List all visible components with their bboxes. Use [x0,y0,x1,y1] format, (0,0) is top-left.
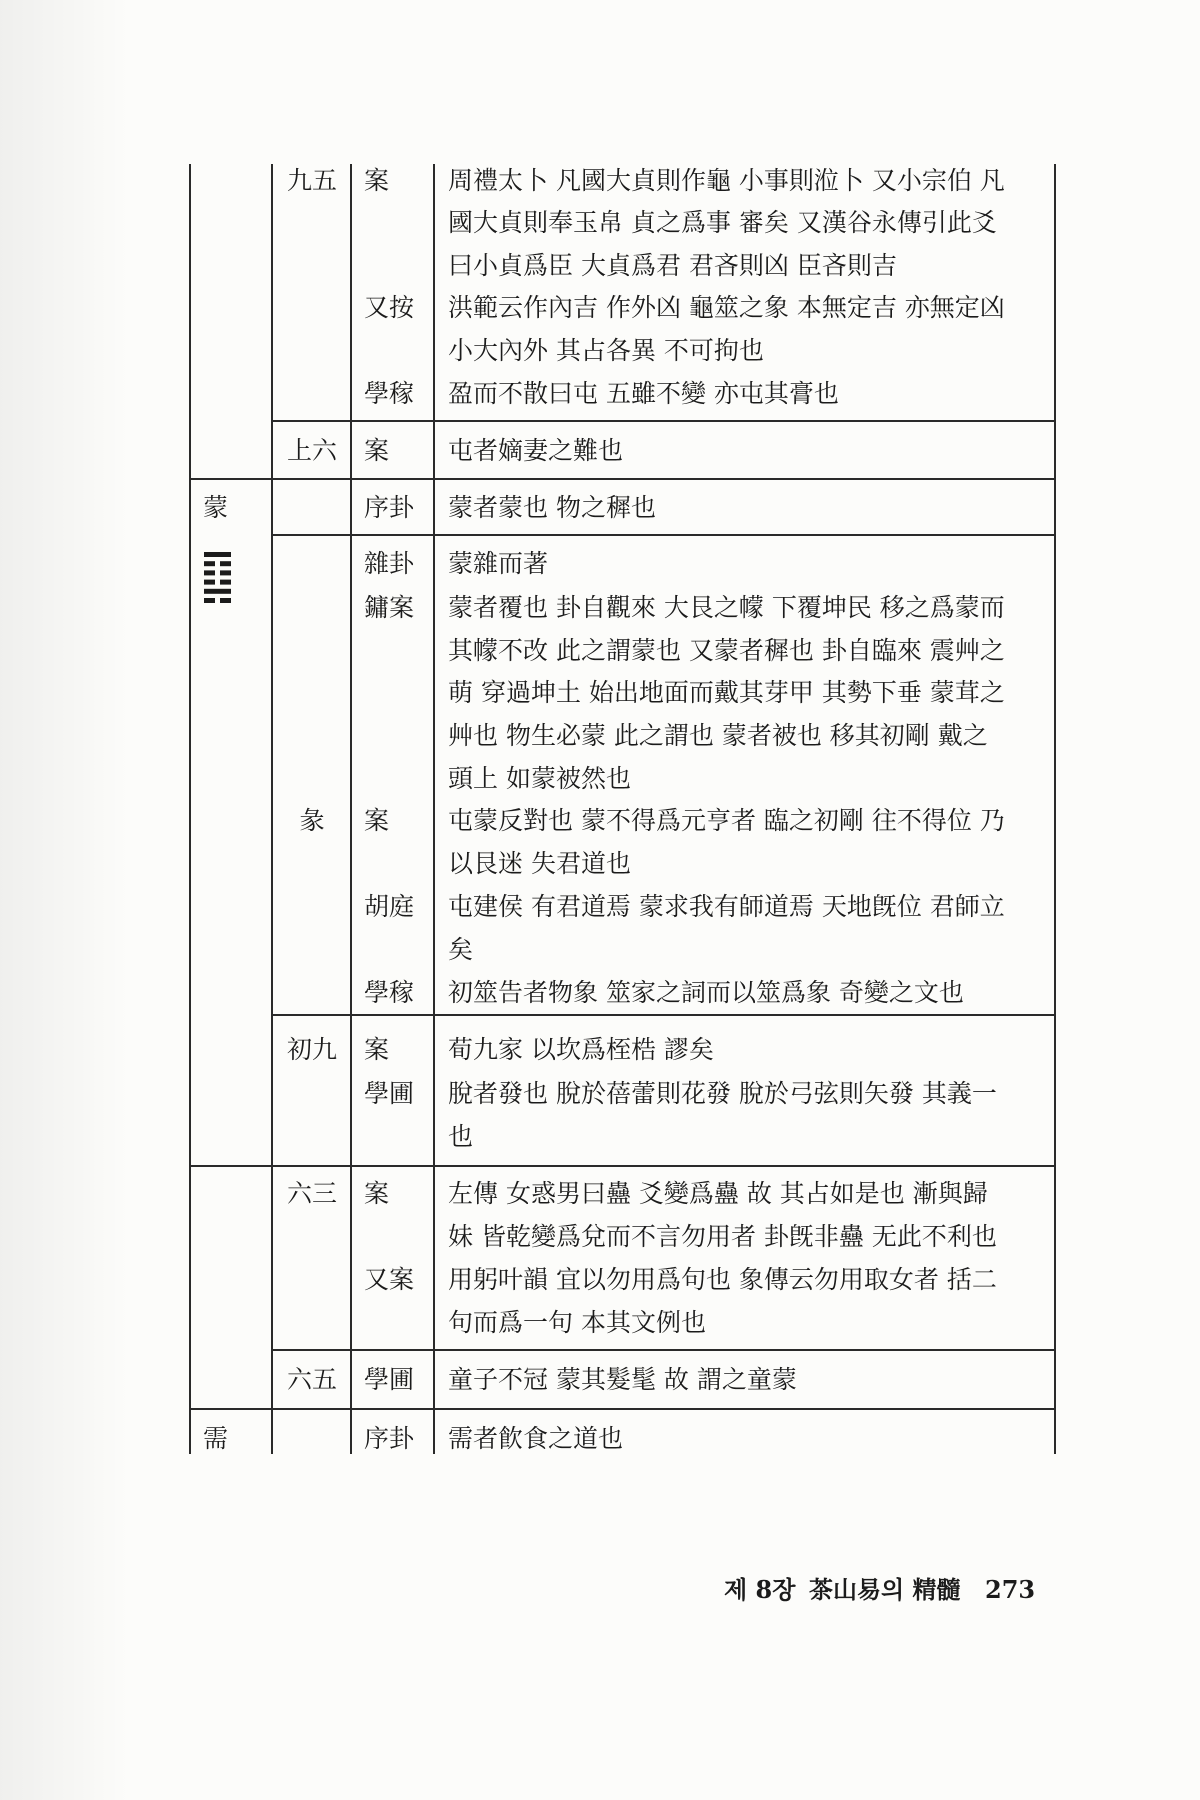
commentary-line: 矣 [448,935,474,964]
table-rule [189,1408,1056,1410]
chapter-label: 제 8장 [724,1575,796,1604]
commentary-line: 童子不冠 蒙其髮髦 故 謂之童蒙 [448,1365,797,1394]
commentary-line: 曰小貞爲臣 大貞爲君 君吝則凶 臣吝則吉 [448,251,897,280]
commentary-line: 左傳 女惑男曰蠱 爻變爲蠱 故 其占如是也 漸與歸 [448,1179,988,1208]
line-position-label: 九五 [286,166,337,195]
commentary-line: 艸也 物生必蒙 此之謂也 蒙者被也 移其初剛 戴之 [448,721,988,750]
commentator-label: 學稼 [364,379,415,408]
line-position-label: 初九 [286,1035,337,1064]
commentary-line: 妹 皆乾變爲兌而不言勿用者 卦旣非蠱 无此不利也 [448,1222,997,1251]
commentator-label: 序卦 [364,1424,415,1453]
commentary-line: 頭上 如蒙被然也 [448,764,631,793]
commentary-line: 周禮太卜 凡國大貞則作龜 小事則涖卜 又小宗伯 凡 [448,166,1005,195]
table-rule [189,478,1056,480]
table-rule [271,534,1056,536]
chapter-title: 茶山易의 精髓 [809,1575,961,1604]
commentary-line: 用躬叶韻 宜以勿用爲句也 象傳云勿用取女者 括二 [448,1265,997,1294]
page-number: 273 [985,1575,1036,1604]
commentator-label: 胡庭 [364,892,415,921]
commentator-label: 序卦 [364,493,415,522]
commentator-label: 又按 [364,293,415,322]
table-rule [433,164,435,1454]
table-rule [271,1349,1056,1351]
commentator-label: 鏞案 [364,593,415,622]
commentator-label: 案 [364,436,390,465]
hexagram-name: 蒙 [203,493,229,522]
commentary-line: 萌 穿過坤土 始出地面而戴其芽甲 其勢下垂 蒙茸之 [448,678,1005,707]
commentary-line: 小大內外 其占各異 不可拘也 [448,336,764,365]
commentary-line: 需者飮食之道也 [448,1424,624,1453]
line-position-label: 六三 [286,1179,337,1208]
line-position-label: 上六 [286,436,337,465]
commentator-label: 又案 [364,1265,415,1294]
commentary-line: 脫者發也 脫於蓓蕾則花發 脫於弓弦則矢發 其義一 [448,1079,997,1108]
commentary-line: 國大貞則奉玉帛 貞之爲事 審矣 又漢谷永傳引此爻 [448,208,997,237]
line-position-label: 六五 [286,1365,337,1394]
commentary-line: 盈而不散曰屯 五雖不變 亦屯其膏也 [448,379,839,408]
commentary-line: 荀九家 以坎爲桎梏 謬矣 [448,1035,714,1064]
commentary-line: 屯蒙反對也 蒙不得爲元亨者 臨之初剛 往不得位 乃 [448,806,1005,835]
table-rule [271,420,1056,422]
commentary-line: 也 [448,1122,474,1151]
commentator-label: 案 [364,806,390,835]
commentator-label: 案 [364,166,390,195]
commentator-label: 案 [364,1179,390,1208]
commentator-label: 雜卦 [364,549,415,578]
table-rule [189,164,191,1454]
commentator-label: 學圃 [364,1079,415,1108]
commentator-label: 學稼 [364,978,415,1007]
commentator-label: 學圃 [364,1365,415,1394]
commentary-line: 洪範云作內吉 作外凶 龜筮之象 本無定吉 亦無定凶 [448,293,1005,322]
commentator-label: 案 [364,1035,390,1064]
line-position-label: 彖 [299,806,325,835]
table-rule [271,1014,1056,1016]
commentary-line: 以艮迷 失君道也 [448,849,631,878]
commentary-line: 屯者嫡妻之難也 [448,436,624,465]
commentary-line: 初筮告者物象 筮家之詞而以筮爲象 奇變之文也 [448,978,964,1007]
table-rule [189,1165,1056,1167]
commentary-line: 屯建侯 有君道焉 蒙求我有師道焉 天地旣位 君師立 [448,892,1005,921]
hexagram-meng-icon [204,552,231,603]
commentary-line: 其幪不改 此之謂蒙也 又蒙者穉也 卦自臨來 震艸之 [448,636,1005,665]
table-rule [1054,164,1056,1454]
commentary-line: 蒙雜而著 [448,549,549,578]
commentary-line: 蒙者蒙也 物之穉也 [448,493,656,522]
scan-shading [0,0,130,1800]
hexagram-name: 需 [203,1424,229,1453]
commentary-line: 蒙者覆也 卦自觀來 大艮之幪 下覆坤民 移之爲蒙而 [448,593,1005,622]
commentary-line: 句而爲一句 本其文例也 [448,1308,706,1337]
